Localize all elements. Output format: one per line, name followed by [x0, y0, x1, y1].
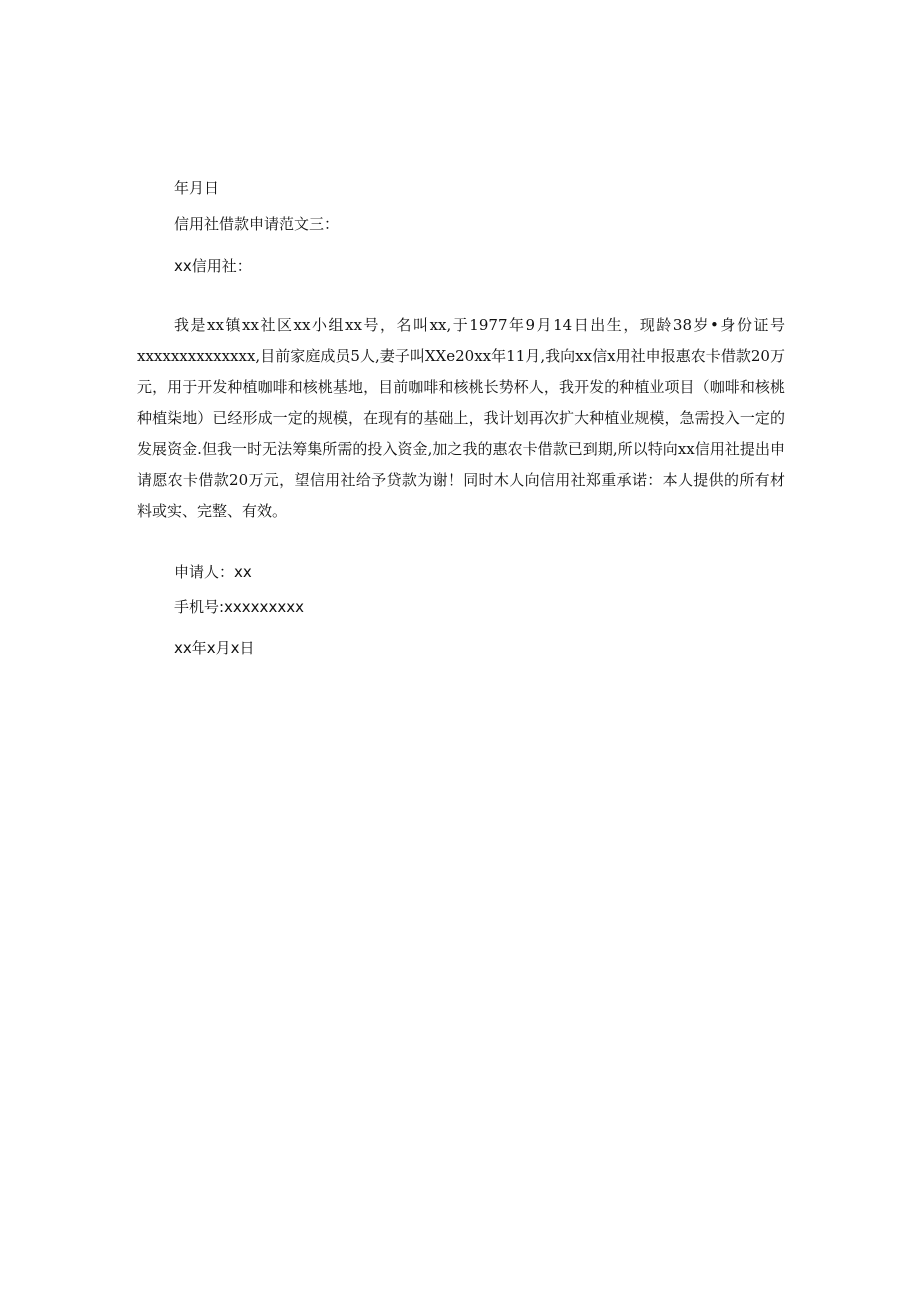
date-header: 年月日 — [174, 179, 220, 197]
letter-body: 我是xx镇xx社区xx小组xx号，名叫xx,于1977年9月14日出生，现龄38岁•身份证号xxxxxxxxxxxxxx,目前家庭成员5人,妻子叫XXe20xx年11月,我向xx信x用社申报惠农卡借款20万元，用于开发种植咖啡和核桃基地，目前咖啡和核桃长势杯人，我开发的种植业项目（咖啡和核桃种植柒地）已经形成一定的规模，在现有的基础上，我计划再次扩大种植业规模，急需投入一定的发展资金.但我一时无法筹集所需的投入资金,加之我的惠农卡借款已到期,所以特向xx信用社提出申请愿农卡借款20万元，望信用社给予贷款为谢！同时木人向信用社郑重承诺：本人提供的所有材料或实、完整、有效。 — [137, 316, 785, 520]
signature-date: xx年x月x日 — [174, 639, 255, 657]
applicant-line: 申请人：xx — [174, 563, 252, 581]
addressee: xx信用社： — [174, 257, 252, 275]
section-title: 信用社借款申请范文三： — [174, 215, 340, 233]
phone-line: 手机号:xxxxxxxxx — [174, 598, 304, 616]
